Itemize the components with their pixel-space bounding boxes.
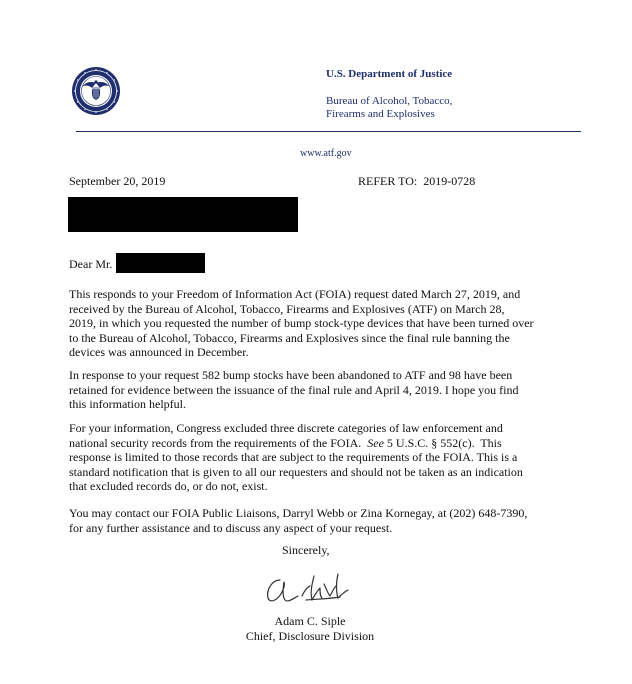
line-segment: national security records from the requirements of the FOIA. xyxy=(69,435,368,450)
paragraph-line: retained for evidence between the issuance of the final rule and April 4, 2019. I hope you find xyxy=(69,382,519,397)
paragraph-line: standard notification that is given to all our requesters and should not be taken as an indication xyxy=(69,464,523,479)
paragraph-line xyxy=(69,436,569,451)
bureau-line-2: Firearms and Explosives xyxy=(326,108,435,120)
refer-number: 2019-0728 xyxy=(423,174,476,188)
paragraph-line: this information helpful. xyxy=(69,397,186,411)
see-italic: See xyxy=(367,435,384,450)
paragraph-line: In response to your request 582 bump stocks have been abandoned to ATF and 98 have been xyxy=(69,368,513,382)
paragraph-contact xyxy=(69,506,569,535)
salutation: Dear Mr. xyxy=(69,257,113,271)
paragraph-line: to the Bureau of Alcohol, Tobacco, Firearms and Explosives since the final rule banning the xyxy=(69,330,510,345)
paragraph-request-summary xyxy=(69,287,569,360)
signer-name: Adam C. Siple xyxy=(274,614,346,628)
redacted-recipient-name xyxy=(116,253,205,273)
paragraph-line: received by the Bureau of Alcohol, Tobacco, Firearms and Explosives (ATF) on March 28, xyxy=(69,301,505,316)
bureau-name xyxy=(326,95,452,121)
paragraph-exclusions xyxy=(69,421,569,494)
paragraph-line: This responds to your Freedom of Information Act (FOIA) request dated March 27, 2019, and xyxy=(69,287,521,301)
website-url: www.atf.gov xyxy=(300,148,352,159)
letter-date: September 20, 2019 xyxy=(69,174,166,188)
department-title: U.S. Department of Justice xyxy=(326,68,453,80)
refer-label: REFER TO: xyxy=(358,174,418,188)
paragraph-response xyxy=(69,368,569,412)
letterhead-divider xyxy=(76,131,581,132)
paragraph-line: You may contact our FOIA Public Liaisons, Darryl Webb or Zina Kornegay, at (202) 648-7390, xyxy=(69,506,528,520)
bureau-line-1: Bureau of Alcohol, Tobacco, xyxy=(326,95,453,107)
signer-block xyxy=(200,614,420,644)
paragraph-line: for any further assistance and to discuss any aspect of your request. xyxy=(69,520,393,535)
paragraph-line: devices was announced in December. xyxy=(69,345,249,359)
closing: Sincerely, xyxy=(282,543,330,557)
doj-seal-icon xyxy=(71,66,121,116)
refer-to xyxy=(358,174,475,189)
paragraph-line: 2019, in which you requested the number of bump stock-type devices that have been turned over xyxy=(69,316,534,330)
paragraph-line: that excluded records do, or do not, exist. xyxy=(69,479,268,493)
paragraph-line: For your information, Congress excluded three discrete categories of law enforcement and xyxy=(69,421,503,435)
paragraph-line: response is limited to those records that are subject to the requirements of the FOIA. This is a xyxy=(69,450,518,464)
line-segment: 5 U.S.C. § 552(c). This xyxy=(383,435,502,450)
redacted-address-block xyxy=(68,197,298,232)
signer-title: Chief, Disclosure Division xyxy=(245,629,375,643)
signature-icon xyxy=(258,566,368,610)
